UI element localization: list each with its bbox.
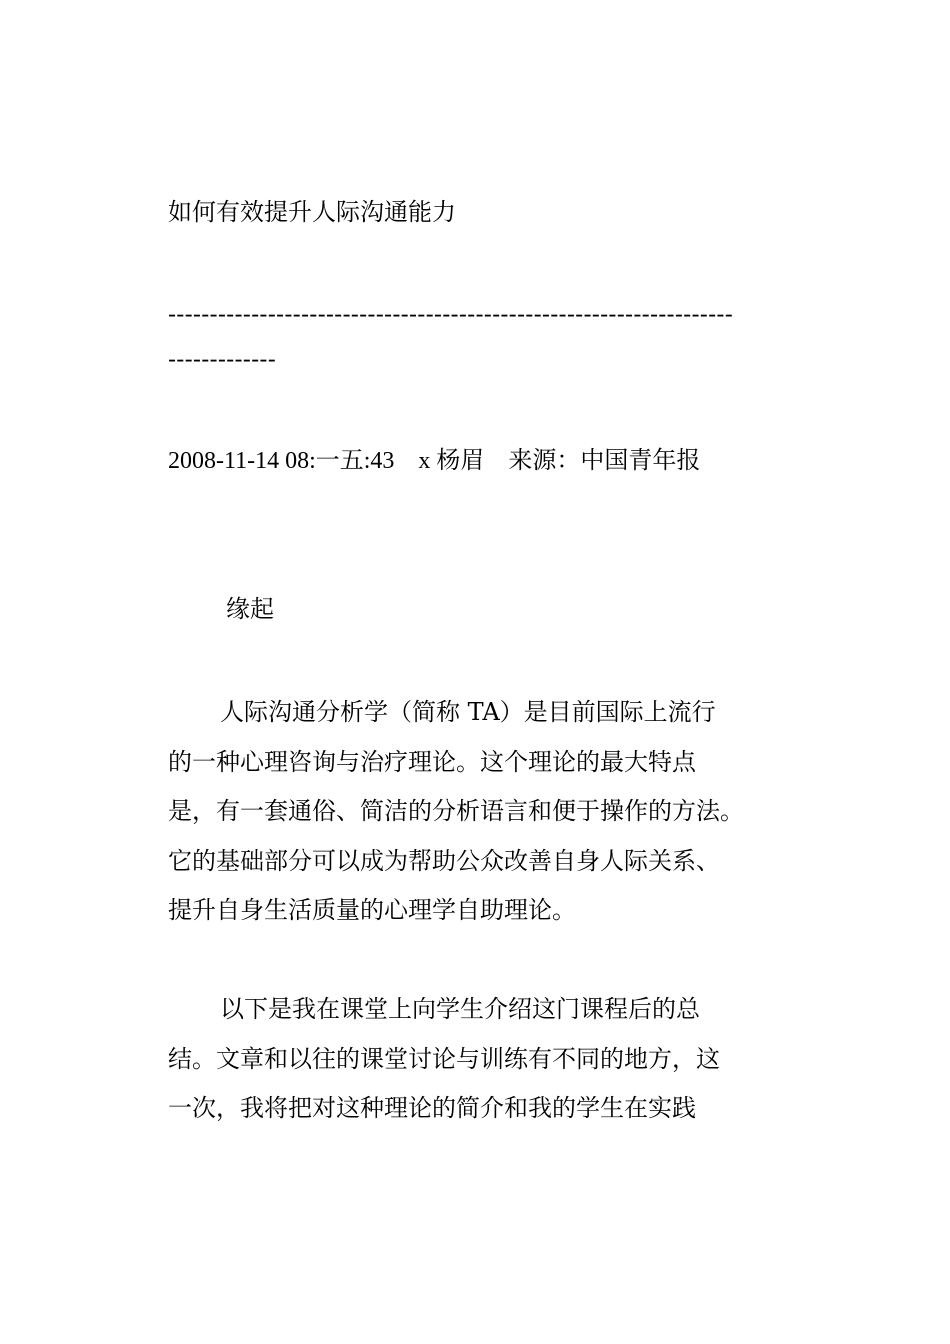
paragraph-1 <box>168 688 758 936</box>
paragraph-line: 它的基础部分可以成为帮助公众改善自身人际关系、 <box>168 846 720 875</box>
paragraph-line: 人际沟通分析学（简称 TA）是目前国际上流行 <box>220 698 716 726</box>
article-meta: 2008-11-14 08:一五:43 x 杨眉 来源：中国青年报 <box>168 448 701 474</box>
paragraph-line: 是，有一套通俗、简洁的分析语言和便于操作的方法。 <box>168 797 744 825</box>
article-title: 如何有效提升人际沟通能力 <box>168 198 456 226</box>
paragraph-2 <box>168 985 758 1134</box>
paragraph-line: 提升自身生活质量的心理学自助理论。 <box>168 896 576 924</box>
paragraph-line: 一次，我将把对这种理论的简介和我的学生在实践 <box>168 1094 696 1122</box>
paragraph-line: 结。文章和以往的课堂讨论与训练有不同的地方，这 <box>168 1044 720 1073</box>
separator-line: -------------------------------------------------------------------- <box>168 300 734 328</box>
paragraph-line: 的一种心理咨询与治疗理论。这个理论的最大特点 <box>168 747 696 776</box>
section-heading: 缘起 <box>226 595 274 623</box>
separator-line-continued: ------------- <box>168 345 277 373</box>
paragraph-line: 以下是我在课堂上向学生介绍这门课程后的总 <box>220 995 700 1023</box>
